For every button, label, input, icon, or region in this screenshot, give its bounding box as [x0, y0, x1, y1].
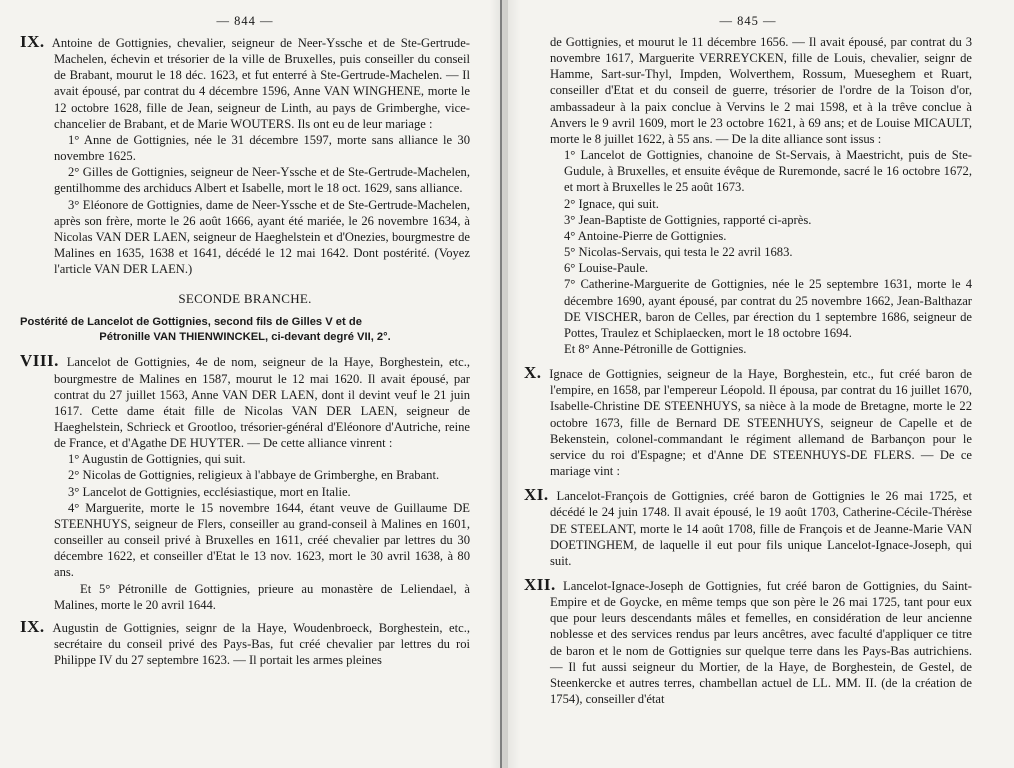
list-item: 2° Ignace, qui suit. — [564, 196, 659, 211]
list-item: 1° Lancelot de Gottignies, chanoine de St-Servais, à Maestricht, puis de Ste-Gudule, à Bruxelles, et ensuite évêque de Ruremonde, sacré le 16 octobre 1672, et mort à Bruxelles le 25 août 1673. — [564, 148, 972, 195]
entry-xii-lancelot-ignace — [524, 577, 972, 707]
entry-viii-lancelot — [20, 353, 470, 613]
list-item: Et 8° Anne-Pétronille de Gottignies. — [564, 341, 747, 356]
list-item: 7° Catherine-Marguerite de Gottignies, née le 25 septembre 1631, morte le 4 décembre 1690, ayant épousé, par contrat du 25 novembre 1662, Jean-Balthazar DE VISCHER, baron de Celles, par érection du 1 septembre 1686, seigneur de Pottes, Traulez et Schiplaecken, mort le 18 octobre 1694. — [564, 277, 972, 340]
entry-text: Lancelot-François de Gottignies, créé baron de Gottignies le 26 mai 1725, et décédé le 24 juin 1748. Il avait épousé, le 19 août 1703, Catherine-Cécile-Thérèse DE STEELANT, morte le 14 août 1708, fille de François et de Jeanne-Marie VAN DOETINGHEM, de laquelle il eut pour fils unique Lancelot-Ignace-Joseph, qui suit. — [550, 489, 972, 568]
list-item: 4° Marguerite, morte le 15 novembre 1644, étant veuve de Guillaume DE STEENHUYS, seigneur de Flers, conseiller au grand-conseil à Malines en 1601, conseiller au conseil privé à Bruxelles en 1611, créé chevalier par lettres du 30 décembre 1622, et conseiller d'Etat le 13 nov. 1623, mort le 30 avril 1638, à 80 ans. — [54, 500, 470, 580]
entry-text: Lancelot de Gottignies, 4e de nom, seigneur de la Haye, Borghestein, etc., bourgmestre de Malines en 1587, mourut le 12 mai 1620. Il avait épousé, par contrat du 27 juillet 1563, Anne VAN DER LAEN, dont il devint veuf le 21 juin 1617. Cette dame était fille de Nicolas VAN DER LAEN, seigneur de Haeghelstein, Schrieck et Grootloo, trésorier-général d'Eléonore d'Autriche, reine de France, et d'Agathe DE HUYTER. — De cette alliance vinrent : — [54, 355, 470, 451]
entry-xi-lancelot-francois — [524, 487, 972, 569]
degree-label: IX. — [20, 32, 45, 51]
list-item: 2° Gilles de Gottignies, seigneur de Neer-Yssche et de Ste-Gertrude-Machelen, gentilhomme des archiducs Albert et Isabelle, mort le 18 oct. 1629, sans alliance. — [54, 165, 470, 196]
entry-text: Augustin de Gottignies, seignr de la Haye, Woudenbroeck, Borghestein, etc., secrétaire du conseil privé des Pays-Bas, fut créé chevalier par lettres du roi Philippe IV du 27 septembre 1623. — Il portait les armes pleines — [52, 620, 470, 668]
children-list — [20, 451, 470, 613]
degree-label: XI. — [524, 485, 549, 505]
left-page — [0, 0, 500, 768]
page-number-right: — 845 — — [719, 14, 777, 28]
gutter-shadow-right — [502, 0, 520, 768]
entry-x-ignace — [524, 365, 972, 479]
list-item: 2° Nicolas de Gottignies, religieux à l'abbaye de Grimberghe, en Brabant. — [68, 468, 440, 483]
degree-label: IX. — [20, 616, 45, 636]
posterite-line-2: Pétronille VAN THIENWINCKEL, ci-devant degré VII, 2°. — [99, 331, 391, 344]
list-item: 6° Louise-Paule. — [564, 261, 649, 276]
list-item: 5° Nicolas-Servais, qui testa le 22 avril 1683. — [564, 245, 793, 260]
list-item: 4° Antoine-Pierre de Gottignies. — [564, 228, 727, 243]
branch-title — [20, 291, 470, 307]
children-list — [20, 132, 470, 277]
list-item: 1° Anne de Gottignies, née le 31 décembre 1597, morte sans alliance le 30 novembre 1625. — [54, 132, 470, 164]
list-item: 3° Lancelot de Gottignies, ecclésiastique, mort en Italie. — [68, 484, 351, 499]
degree-label: XII. — [524, 575, 556, 594]
posterite-line-1: Postérité de Lancelot de Gottignies, second fils de Gilles V et de — [20, 316, 362, 329]
entry-ix-augustin — [20, 616, 470, 668]
entry-text: Ignace de Gottignies, seigneur de la Haye, Borghestein, etc., fut créé baron de l'empire, en 1658, par l'empereur Léopold. Il épousa, par contrat du 16 juillet 1670, Isabelle-Christine DE STEENHUYS, sa nièce à la mode de Bretagne, morte le 22 octobre 1673, fille de Bernard DE STEENHUYS, seigneur de Capelle et de Bekenstein, colonel-commandant le régiment allemand de Barbançon pour le service du roi d'Espagne; et d'Anne DE STEENHUYS-DE FLERS. — De ce mariage vint : — [549, 367, 972, 479]
entry-text: de Gottignies, et mourut le 11 décembre 1656. — Il avait épousé, par contrat du 3 novembre 1617, Marguerite VERREYCKEN, fille de Louis, chevalier, seignr de Hamme, Sart-sur-Thyl, Impden, Wolverthem, Rossum, Mueseghem et Ruart, conseiller d'Etat et du conseil de guerre, trésorier de l'ordre de la Toison d'or, ambassadeur à la paix conclue à Vervins le 2 mai 1598, et à la trêve conclue à Anvers le 9 avril 1609, mort le 23 octobre 1621, à 69 ans; et de Louise MICAULT, morte le 8 juillet 1622, à 55 ans. — De la dite alliance sont issus : — [550, 35, 972, 146]
entry-ix-continued — [524, 34, 972, 357]
branch-title-text: SECONDE BRANCHE. — [178, 291, 312, 307]
posterite-heading — [20, 315, 470, 345]
entry-text: Lancelot-Ignace-Joseph de Gottignies, fut créé baron de Gottignies, du Saint-Empire et de Goycke, en même temps que son père le 26 mai 1725, tant pour eux que pour leurs descendants mâles et femelles, en considération de leur ancienne noblesse et des services rendus par leurs ancêtres, avec faculté d'appliquer ce titre de baron et le nom de Gottignies sur quelque terre dans les Pays-Bas autrichiens. — Il fut aussi seigneur du Mortier, de la Haye, de Borghestein, de Gestel, de Steenkercke et autres terres, chambellan actuel de LL. MM. II. (de la création de 1754), conseiller d'état — [550, 579, 972, 707]
entry-ix-antoine — [20, 34, 470, 277]
list-item: 1° Augustin de Gottignies, qui suit. — [68, 452, 246, 467]
list-item: 3° Jean-Baptiste de Gottignies, rapporté ci-après. — [564, 212, 812, 227]
degree-label: X. — [524, 363, 542, 383]
page-number-left: — 844 — — [216, 14, 274, 28]
right-page — [500, 0, 1014, 768]
degree-label: VIII. — [20, 351, 59, 371]
entry-text: Antoine de Gottignies, chevalier, seigneur de Neer-Yssche et de Ste-Gertrude-Machelen, échevin et trésorier de la ville de Bruxelles, puis conseiller du conseil de Brabant, mourut le 18 déc. 1623, et fut enterré à Ste-Gertrude-Machelen. — Il avait épousé, par contrat du 4 décembre 1596, Anne VAN WINGHENE, morte le 12 octobre 1628, fille de Jean, seigneur de Linth, au pays de Grimberghe, vice-chancelier de Brabant, et de Marie WOUTERS. Ils ont eu de leur mariage : — [51, 36, 470, 131]
list-item: Et 5° Pétronille de Gottignies, prieure au monastère de Leliendael, à Malines, morte le 20 avril 1644. — [54, 581, 470, 612]
children-list — [550, 147, 972, 357]
list-item: 3° Eléonore de Gottignies, dame de Neer-Yssche et de Ste-Gertrude-Machelen, après son frère, morte le 26 août 1666, ayant été mariée, le 26 novembre 1634, à Nicolas VAN DER LAEN, seigneur de Haeghelstein et d'Onezies, bourgmestre de Malines en 1635, 1638 et 1641, décédé le 12 mai 1642. Dont postérité. (Voyez l'article VAN DER LAEN.) — [54, 197, 470, 277]
